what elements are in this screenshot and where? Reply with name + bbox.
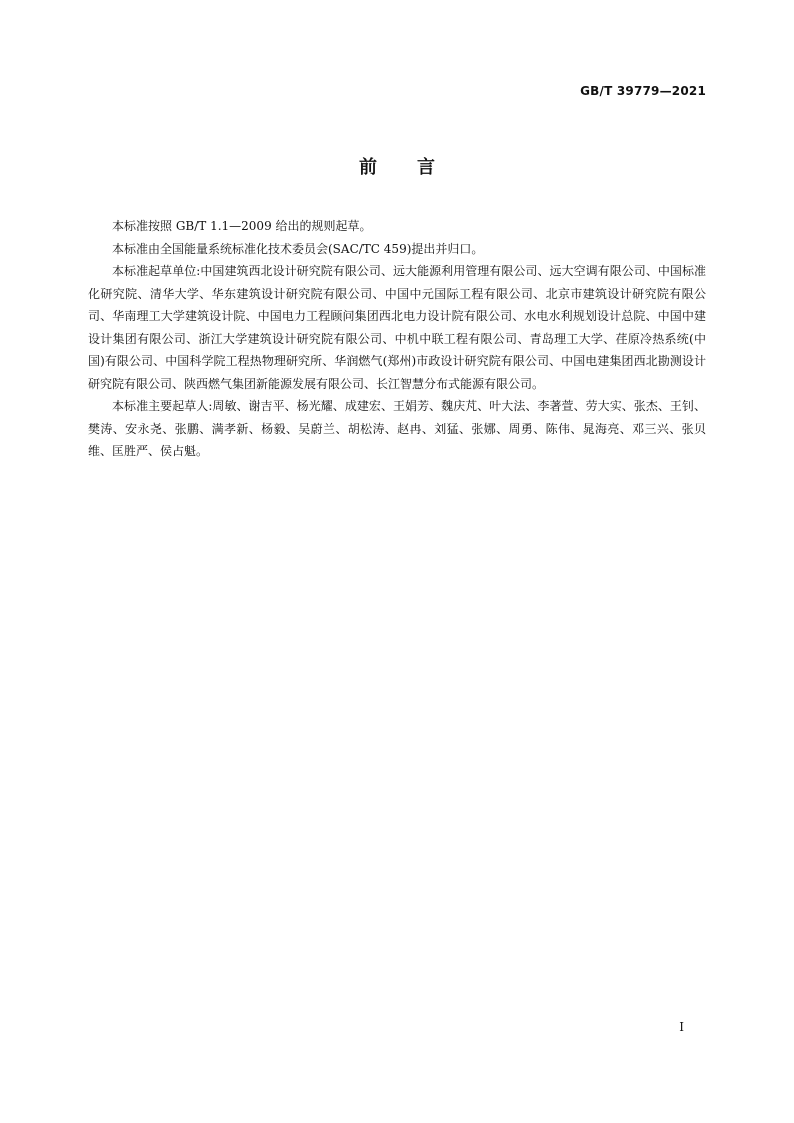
body-text — [88, 215, 706, 463]
page-title — [0, 153, 794, 179]
paragraph-drafting-units: 本标准起草单位:中国建筑西北设计研究院有限公司、远大能源利用管理有限公司、远大空调有限公司、中国标准化研究院、清华大学、华东建筑设计研究院有限公司、中国中元国际工程有限公司、北京市建筑设计研究院有限公司、华南理工大学建筑设计院、中国电力工程顾问集团西北电力设计院有限公司、水电水利规划设计总院、中国中建设计集团有限公司、浙江大学建筑设计研究院有限公司、中机中联工程有限公司、青岛理工大学、荏原冷热系统(中国)有限公司、中国科学院工程热物理研究所、华润燃气(郑州)市政设计研究院有限公司、中国电建集团西北勘测设计研究院有限公司、陕西燃气集团新能源发展有限公司、长江智慧分布式能源有限公司。 — [88, 264, 706, 391]
paragraph-drafters: 本标准主要起草人:周敏、谢吉平、杨光耀、成建宏、王娟芳、魏庆芃、叶大法、李著萱、劳大实、张杰、王钊、樊涛、安永尧、张鹏、满孝新、杨毅、吴蔚兰、胡松涛、赵冉、刘猛、张娜、周勇、陈伟、晁海亮、邓三兴、张贝维、匡胜严、侯占魁。 — [88, 399, 706, 458]
title-char-1: 前 — [359, 157, 377, 178]
paragraph-proposer: 本标准由全国能量系统标准化技术委员会(SAC/TC 459)提出并归口。 — [112, 241, 484, 256]
page-number: I — [679, 1020, 684, 1034]
standard-code: GB/T 39779—2021 — [580, 84, 706, 98]
paragraph-drafting-rules: 本标准按照 GB/T 1.1—2009 给出的规则起草。 — [112, 219, 372, 233]
title-char-2: 言 — [417, 157, 435, 178]
